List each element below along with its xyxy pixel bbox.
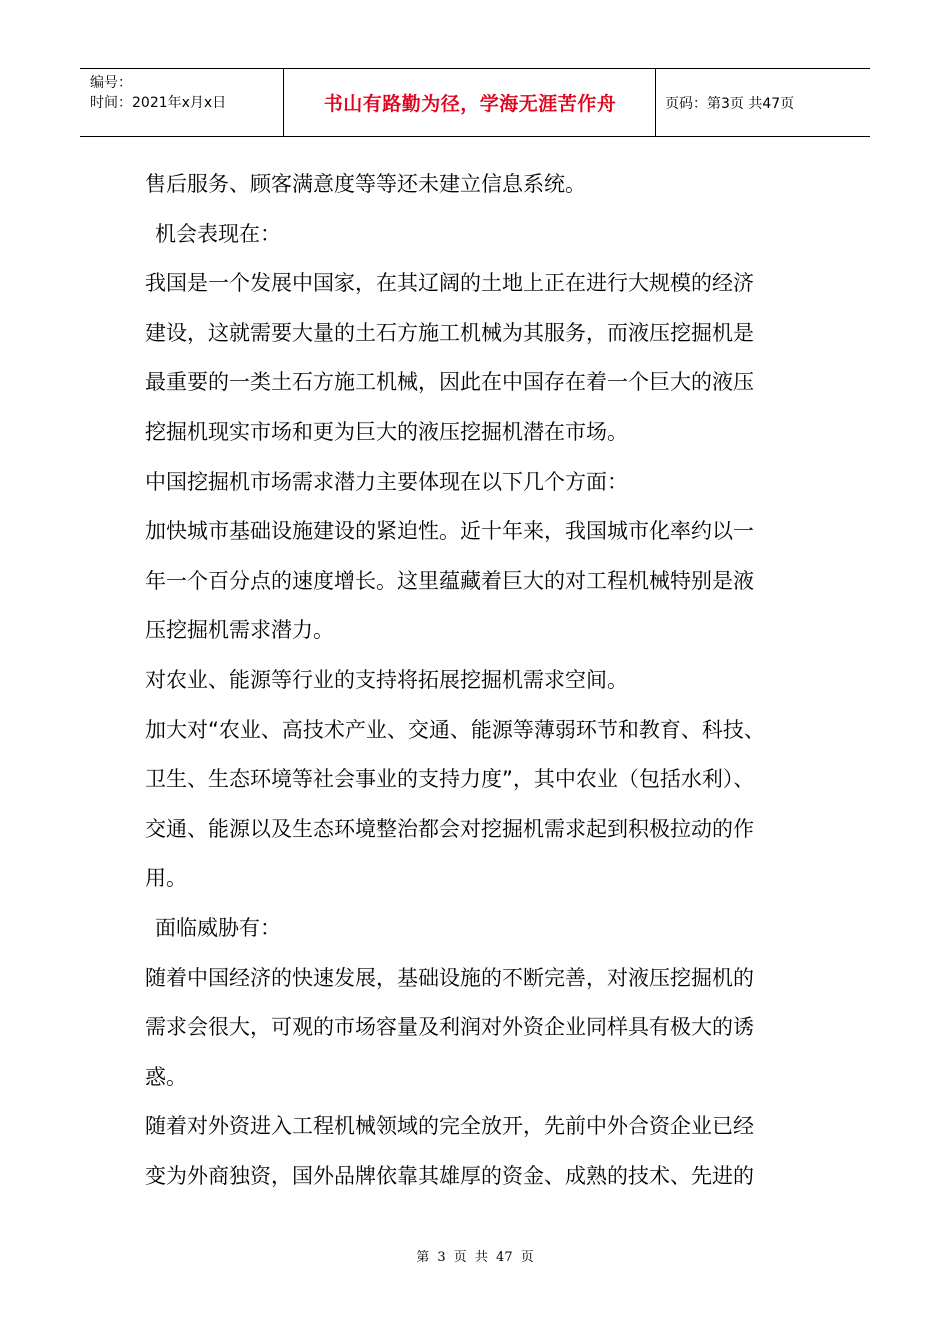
header-divider [655,69,656,136]
page-footer: 第 3 页 共 47 页 [416,1250,534,1265]
body-line: 加快城市基础设施建设的紧迫性。近十年来，我国城市化率约以一 [145,519,754,544]
body-line: 交通、能源以及生态环境整治都会对挖掘机需求起到积极拉动的作 [145,816,754,841]
header-page-info: 页码：第3页 共47页 [665,95,795,112]
body-line: 对农业、能源等行业的支持将拓展挖掘机需求空间。 [145,667,628,692]
body-line: 年一个百分点的速度增长。这里蕴藏着巨大的对工程机械特别是液 [145,568,754,593]
body-line: 我国是一个发展中国家，在其辽阔的土地上正在进行大规模的经济 [145,271,754,296]
body-line: 随着中国经济的快速发展，基础设施的不断完善，对液压挖掘机的 [145,965,754,990]
page-header [80,68,870,137]
body-line: 需求会很大，可观的市场容量及利润对外资企业同样具有极大的诱 [145,1015,754,1040]
header-divider [283,69,284,136]
document-number-label: 编号： [90,75,132,91]
body-line: 压挖掘机需求潜力。 [145,618,334,643]
body-line: 随着对外资进入工程机械领域的完全放开，先前中外合资企业已经 [145,1114,754,1139]
header-meta [90,73,226,113]
body-line: 建设，这就需要大量的土石方施工机械为其服务，而液压挖掘机是 [145,320,754,345]
header-motto: 书山有路勤为径，学海无涯苦作舟 [323,93,617,115]
body-line: 售后服务、顾客满意度等等还未建立信息系统。 [145,172,586,196]
body-line: 中国挖掘机市场需求潜力主要体现在以下几个方面： [145,469,628,494]
body-line: 惑。 [145,1064,187,1089]
body-line: 变为外商独资，国外品牌依靠其雄厚的资金、成熟的技术、先进的 [145,1163,754,1188]
body-line: 卫生、生态环境等社会事业的支持力度”，其中农业（包括水利）、 [145,767,755,792]
document-body [145,160,835,1201]
body-line: 加大对“农业、高技术产业、交通、能源等薄弱环节和教育、科技、 [145,717,765,742]
section-heading-opportunities: 机会表现在： [155,221,281,246]
body-line: 挖掘机现实市场和更为巨大的液压挖掘机潜在市场。 [145,419,628,444]
body-line: 最重要的一类土石方施工机械，因此在中国存在着一个巨大的液压 [145,370,754,395]
body-line: 用。 [145,866,187,891]
document-date: 时间：2021年x月x日 [90,95,227,111]
section-heading-threats: 面临威胁有： [155,915,281,940]
